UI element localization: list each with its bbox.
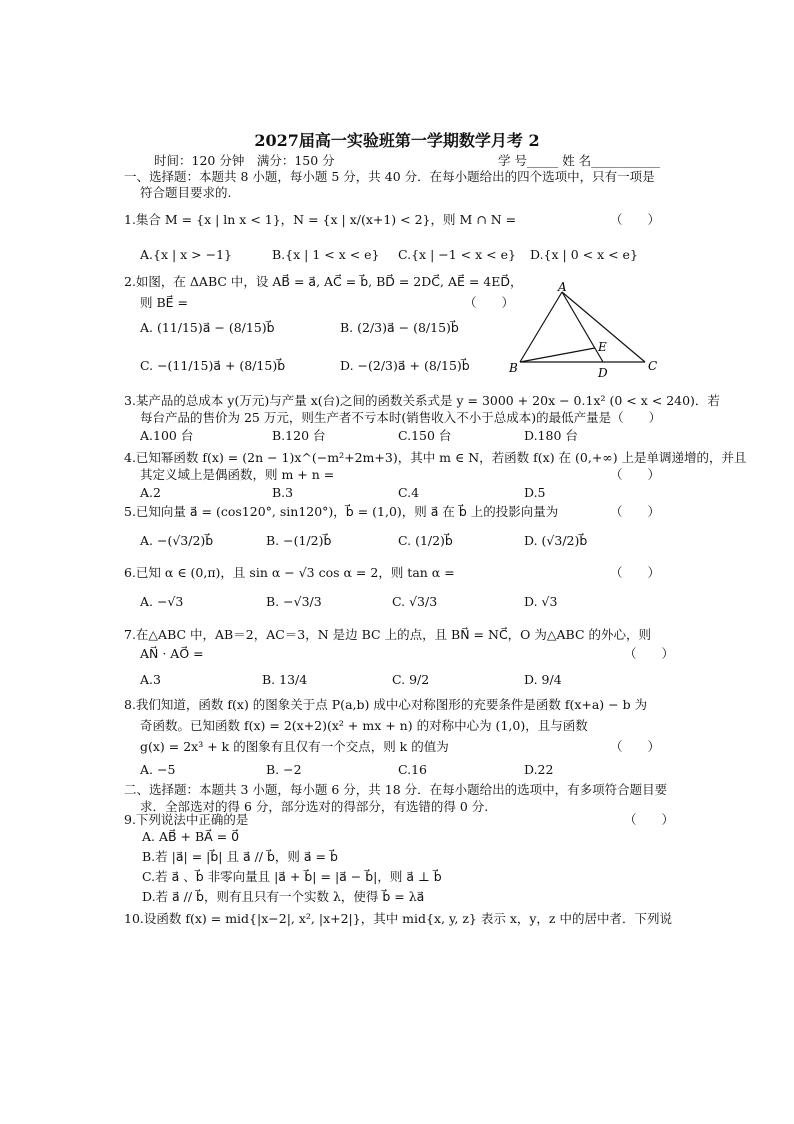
question-9-stem: 9.下列说法中正确的是 [124,812,249,827]
question-2-stem-cont: 则 BE⃗ = [140,295,189,310]
q1-option-b: B.{x | 1 < x < e} [272,247,380,262]
q3-option-b: B.120 台 [272,428,326,443]
answer-paren-9: （ ） [624,812,675,827]
q8-option-d: D.22 [524,762,554,777]
segment-ad [562,292,603,362]
q1-option-c: C.{x | −1 < x < e} [398,247,516,262]
q4-option-b: B.3 [272,485,294,500]
label-b: B [509,361,518,375]
q2-option-d: D. −(2/3)a⃗ + (8/15)b⃗ [340,358,470,373]
answer-paren-4: （ ） [610,467,661,482]
exam-time-info: 时间：120 分钟 满分：150 分 [154,153,335,168]
q2-option-c: C. −(11/15)a⃗ + (8/15)b⃗ [140,358,286,373]
question-8-stem-cont-2: g(x) = 2x³ + k 的图象有且仅有一个交点，则 k 的值为 [140,739,449,754]
q9-option-c: C.若 a⃗ 、b⃗ 非零向量且 |a⃗ + b⃗| = |a⃗ − b⃗|，则 a⃗ ⊥ b⃗ [142,869,442,884]
side-ab [520,292,562,362]
question-1-stem: 1.集合 M = {x | ln x < 1}，N = {x | x/(x+1) < 2}，则 M ∩ N = [124,212,517,227]
question-3-stem-cont: 每台产品的售价为 25 万元，则生产者不亏本时(销售收入不小于总成本)的最低产量是（ ） [140,410,662,425]
question-7-stem: 7.在△ABC 中，AB＝2，AC＝3，N 是边 BC 上的点，且 BN⃗ = NC⃗，O 为△ABC 的外心，则 [124,627,651,642]
q6-option-b: B. −√3/3 [266,594,322,609]
q3-option-d: D.180 台 [524,428,578,443]
q8-option-c: C.16 [398,762,427,777]
q7-option-a: A.3 [140,672,161,687]
q8-option-b: B. −2 [266,762,302,777]
q4-option-c: C.4 [398,485,420,500]
q7-option-d: D. 9/4 [524,672,562,687]
q2-option-b: B. (2/3)a⃗ − (8/15)b⃗ [340,320,459,335]
label-c: C [648,359,658,373]
q7-option-b: B. 13/4 [262,672,308,687]
question-10-stem: 10.设函数 f(x) = mid{|x−2|, x², |x+2|}，其中 mid{x, y, z} 表示 x，y，z 中的居中者．下列说 [124,911,672,926]
q5-option-c: C. (1/2)b⃗ [398,533,453,548]
question-4-stem-cont: 其定义域上是偶函数，则 m + n = [140,467,335,482]
q5-option-a: A. −(√3/2)b⃗ [140,533,214,548]
q6-option-d: D. √3 [524,594,558,609]
question-7-stem-cont: AN⃗ · AO⃗ = [140,646,204,661]
section1-heading-cont: 符合题目要求的. [140,185,232,200]
answer-paren-5: （ ） [610,504,661,519]
answer-paren-8: （ ） [610,739,661,754]
q8-option-a: A. −5 [140,762,176,777]
q9-option-a: A. AB⃗ + BA⃗ = 0⃗ [142,829,240,844]
q3-option-c: C.150 台 [398,428,452,443]
q6-option-a: A. −√3 [140,594,184,609]
section1-heading: 一、选择题：本题共 8 小题，每小题 5 分，共 40 分．在每小题给出的四个选项中，只有一项是 [124,169,655,184]
answer-paren-6: （ ） [610,565,661,580]
q2-option-a: A. (11/15)a⃗ − (8/15)b⃗ [140,320,275,335]
label-d: D [598,366,608,380]
q5-option-b: B. −(1/2)b⃗ [266,533,332,548]
section2-heading-cont: 求．全部选对的得 6 分，部分选对的得部分，有选错的得 0 分. [140,799,489,814]
answer-paren-1: （ ） [610,212,661,227]
question-4-stem: 4.已知幂函数 f(x) = (2n − 1)x^(−m²+2m+3)，其中 m ∈ N，若函数 f(x) 在 (0,+∞) 上是单调递增的，并且 [124,450,747,465]
q4-option-a: A.2 [140,485,161,500]
q3-option-a: A.100 台 [140,428,194,443]
q5-option-d: D. (√3/2)b⃗ [524,533,588,548]
q9-option-d: D.若 a⃗ // b⃗，则有且只有一个实数 λ，使得 b⃗ = λa⃗ [142,889,425,904]
segment-be [520,348,595,362]
answer-paren-2: （ ） [464,295,515,310]
q6-option-c: C. √3/3 [392,594,438,609]
exam-title: 2027届高一实验班第一学期数学月考 2 [254,131,540,150]
q1-option-a: A.{x | x > −1} [140,247,233,262]
answer-paren-7: （ ） [624,646,675,661]
q7-option-c: C. 9/2 [392,672,430,687]
question-2-stem: 2.如图，在 ΔABC 中，设 AB⃗ = a⃗, AC⃗ = b⃗, BD⃗ = 2DC⃗, AE⃗ = 4ED⃗， [124,274,523,289]
q4-option-d: D.5 [524,485,546,500]
question-6-stem: 6.已知 α ∈ (0,π)，且 sin α − √3 cos α = 2，则 tan α = [124,565,455,580]
q1-option-d: D.{x | 0 < x < e} [530,247,638,262]
question-8-stem-cont-1: 奇函数。已知函数 f(x) = 2(x+2)(x² + mx + n) 的对称中心为 (1,0)，且与函数 [140,718,588,733]
label-e: E [598,340,607,354]
student-info: 学 号_____ 姓 名___________ [498,153,660,168]
question-5-stem: 5.已知向量 a⃗ = (cos120°, sin120°)，b⃗ = (1,0)，则 a⃗ 在 b⃗ 上的投影向量为 [124,504,559,519]
triangle-figure [500,280,670,380]
question-8-stem: 8.我们知道，函数 f(x) 的图象关于点 P(a,b) 成中心对称图形的充要条件是函数 f(x+a) − b 为 [124,697,648,712]
question-3-stem: 3.某产品的总成本 y(万元)与产量 x(台)之间的函数关系式是 y = 3000 + 20x − 0.1x² (0 < x < 240)．若 [124,393,720,408]
section2-heading: 二、选择题：本题共 3 小题，每小题 6 分，共 18 分．在每小题给出的选项中，有多项符合题目要 [124,782,668,797]
q9-option-b: B.若 |a⃗| = |b⃗| 且 a⃗ // b⃗，则 a⃗ = b⃗ [142,849,338,864]
label-a: A [558,280,567,294]
